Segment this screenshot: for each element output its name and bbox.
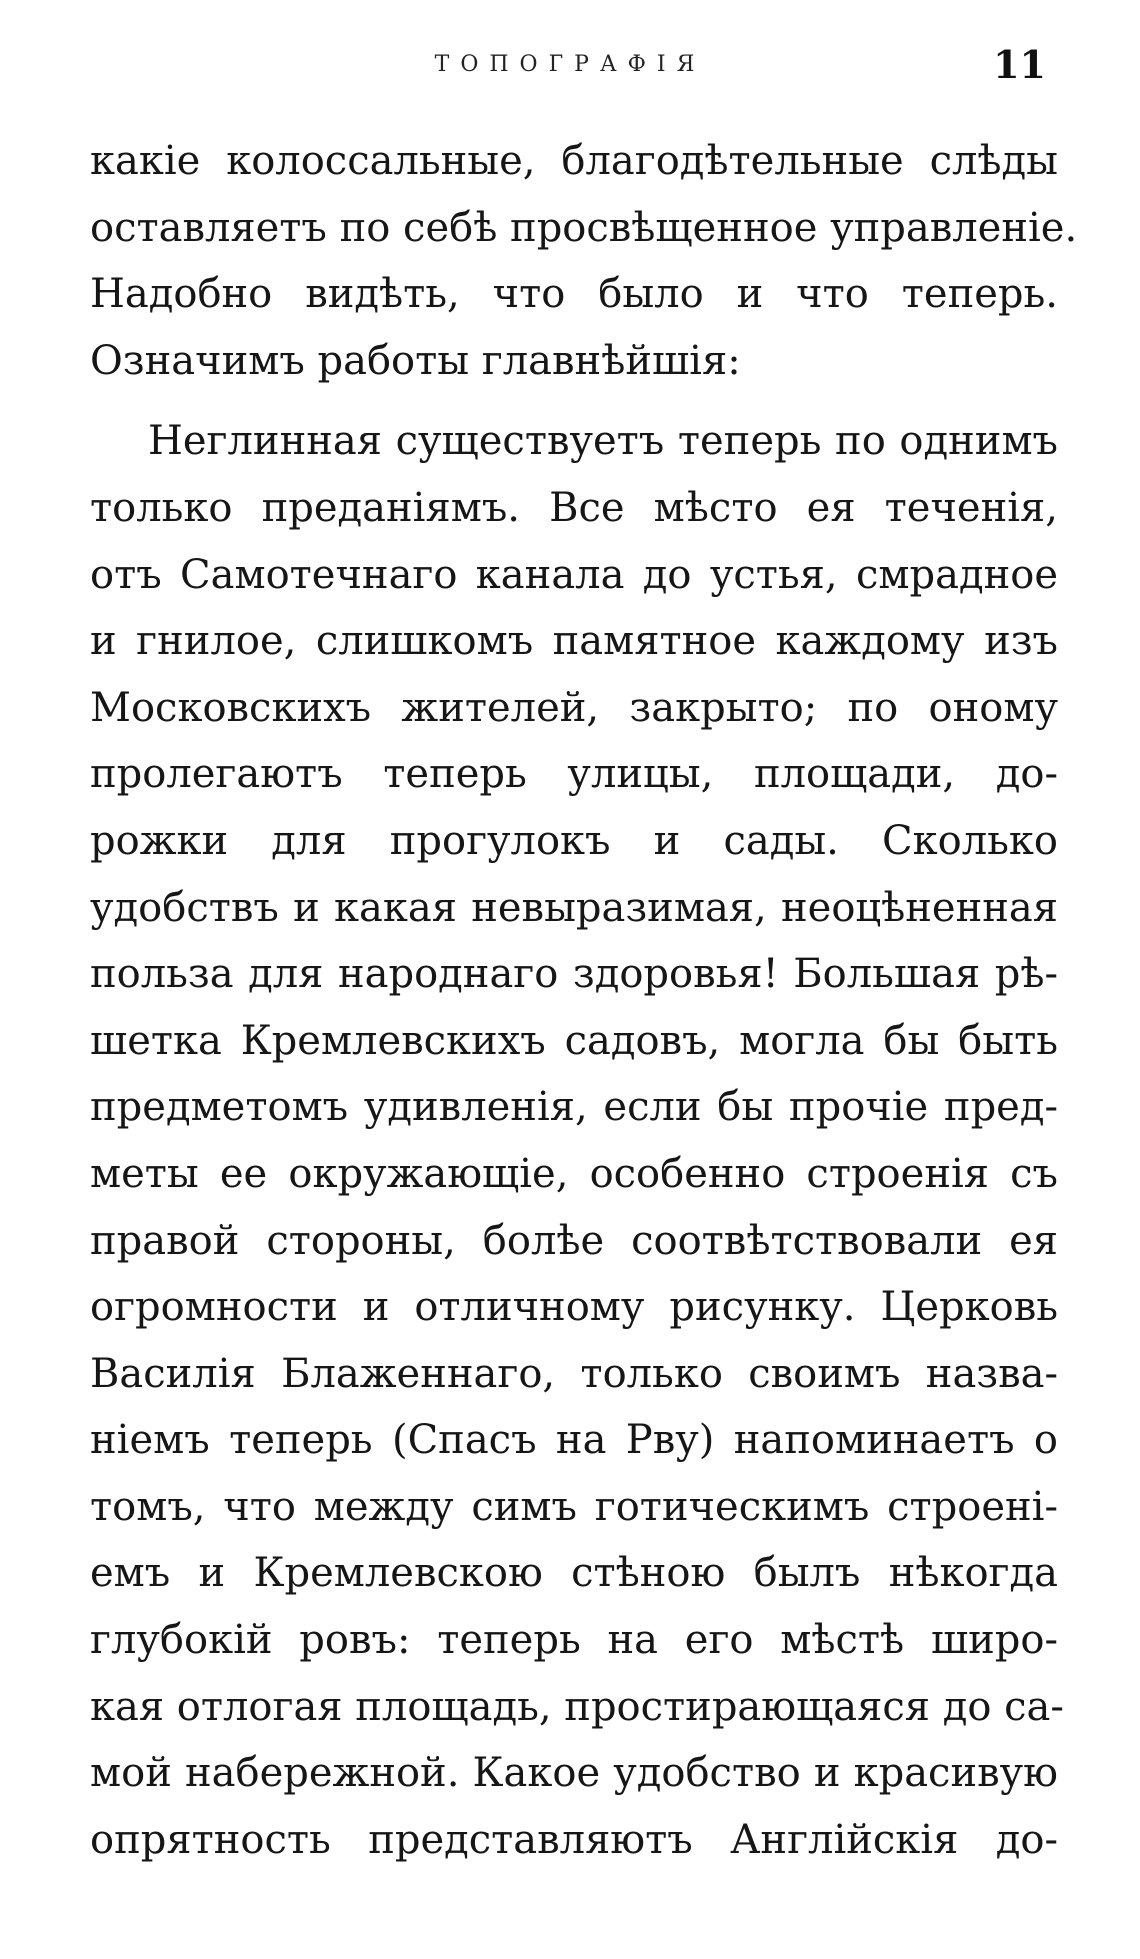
text-line: мой набережной. Какое удобство и красивую: [90, 1750, 1058, 1797]
page-number: 11: [993, 42, 1046, 87]
text-line: Московскихъ жителей, закрыто; по оному: [90, 684, 1058, 731]
text-line: емъ и Кремлевскою стѣною былъ нѣкогда: [90, 1550, 1058, 1597]
text-line: какіе колоссальные, благодѣтельные слѣды: [90, 138, 1058, 184]
text-line: отъ Самотечнаго канала до устья, смрадное: [90, 551, 1058, 598]
text-line: Василія Блаженнаго, только своимъ назва-: [90, 1350, 1058, 1397]
text-line: и гнилое, слишкомъ памятное каждому изъ: [90, 618, 1058, 665]
text-line: глубокій ровъ: теперь на его мѣстѣ широ-: [90, 1617, 1058, 1664]
text-line: шетка Кремлевскихъ садовъ, могла бы быть: [90, 1017, 1058, 1064]
text-line: правой стороны, болѣе соотвѣтствовали ея: [90, 1217, 1058, 1264]
text-line: Надобно видѣть, что было и что теперь.: [90, 271, 1058, 318]
text-line: польза для народнаго здоровья! Большая рѣ-: [90, 951, 1058, 998]
text-line: ніемъ теперь (Спасъ на Рву) напоминаетъ о: [90, 1417, 1058, 1464]
page-header: [90, 42, 1050, 92]
text-line: меты ее окружающіе, особенно строенія съ: [90, 1150, 1058, 1197]
text-line: Означимъ работы главнѣйшія:: [90, 337, 741, 384]
running-title: ТОПОГРАФІЯ: [434, 52, 706, 77]
text-line: томъ, что между симъ готическимъ строені-: [90, 1483, 1058, 1530]
text-line: кая отлогая площадь, простирающаяся до са-: [90, 1683, 1064, 1730]
text-line: предметомъ удивленія, если бы прочіе пред-: [90, 1084, 1058, 1131]
body-text: [90, 128, 1078, 1873]
text-line: огромности и отличному рисунку. Церковь: [90, 1284, 1058, 1331]
text-line: удобствъ и какая невыразимая, неоцѣненная: [90, 884, 1058, 931]
text-line: пролегаютъ теперь улицы, площади, до-: [90, 751, 1058, 798]
text-line: рожки для прогулокъ и сады. Сколько: [90, 817, 1058, 864]
paragraph-first-line: Неглинная существуетъ теперь по однимъ: [148, 418, 1058, 465]
text-line: оставляетъ по себѣ просвѣщенное управленіе.: [90, 204, 1078, 251]
text-line: только преданіямъ. Все мѣсто ея теченія,: [90, 484, 1058, 531]
text-line: опрятность представляютъ Англійскія до-: [90, 1816, 1058, 1863]
